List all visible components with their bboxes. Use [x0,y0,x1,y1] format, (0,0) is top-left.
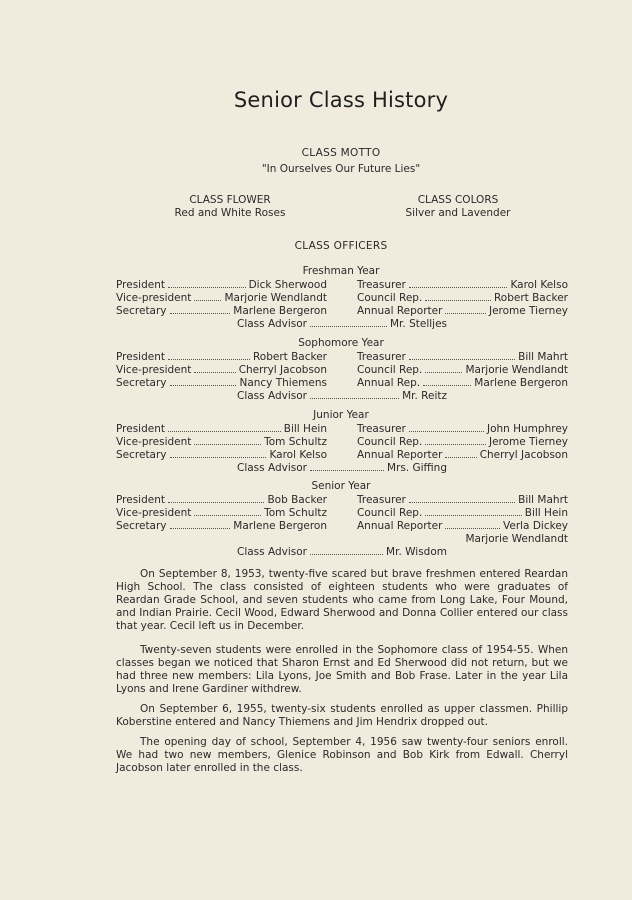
officer-role: Treasurer [357,279,406,291]
officer-name: Cherryl Jacobson [238,364,327,376]
officer-role: Class Advisor [237,318,307,330]
leader-dots [425,515,521,516]
leader-dots [310,470,384,471]
officer-name: Mr. Wisdom [386,546,447,558]
officer-name: Tom Schultz [264,436,327,448]
officer-name: Mr. Stelljes [389,318,447,330]
officer-name: Cherryl Jacobson [479,449,568,461]
officer-name: Bill Hein [283,423,327,435]
leader-dots [168,502,264,503]
officer-row [357,350,568,363]
leader-dots [409,431,484,432]
officer-name: Jerome Tierney [488,305,568,317]
officer-row [116,448,327,461]
advisor-row [237,317,447,330]
leader-dots [425,300,491,301]
officer-name: Jerome Tierney [488,436,568,448]
leader-dots [168,359,250,360]
officer-role: Class Advisor [237,546,307,558]
advisor-row [237,389,447,402]
flower-text: Red and White Roses [174,207,286,219]
officer-name: Mr. Reitz [402,390,447,402]
officer-row [116,376,327,389]
flower-heading: CLASS FLOWER [189,194,271,206]
officer-row [357,278,568,291]
officer-role: Council Rep. [357,364,423,376]
leader-dots [409,502,515,503]
officer-role: Secretary [116,305,167,317]
officer-name: Robert Backer [493,292,568,304]
officer-name: Tom Schultz [264,507,327,519]
officer-name: Karol Kelso [510,279,568,291]
history-paragraph: On September 6, 1955, twenty-six students enrolled as upper classmen. Phillip Koberstine entered and Nancy Thiemens and Jim Hendrix dropped out. [116,703,568,728]
officer-row [116,506,327,519]
officer-name: Marjorie Wendlandt [465,533,568,545]
leader-dots [445,457,476,458]
officer-row [357,376,568,389]
leader-dots [445,528,500,529]
officer-name: Marjorie Wendlandt [224,292,327,304]
officer-row [357,422,568,435]
officer-name: Bill Hein [524,507,568,519]
officer-row [116,493,327,506]
leader-dots [194,444,261,445]
officer-name: Verla Dickey [503,520,568,532]
officer-row [116,422,327,435]
officer-row [116,519,327,532]
officer-row [116,291,327,304]
page-title: Senior Class History [233,88,449,112]
officer-role: Secretary [116,377,167,389]
officers-heading: CLASS OFFICERS [294,240,388,252]
leader-dots [425,372,462,373]
officer-name: Bill Mahrt [518,494,568,506]
officer-row [357,435,568,448]
officer-role: Vice-president [116,292,192,304]
officer-role: Annual Reporter [357,520,443,532]
leader-dots [409,359,515,360]
officer-role: Annual Reporter [357,449,443,461]
officer-row [357,291,568,304]
advisor-row [237,461,447,474]
officer-role: Secretary [116,449,167,461]
history-paragraph: On September 8, 1953, twenty-five scared but brave freshmen entered Reardan High School. The class consisted of eighteen students who were graduates of Reardan Grade School, and seven students who came from Long Lake, Four Mound, and Indian Prairie. Cecil Wood, Edward Sherwood and Donna Collier entered our class that year. Cecil left us in December. [116,568,568,632]
year-title: Junior Year [313,409,369,421]
officer-role: President [116,279,165,291]
year-title: Sophomore Year [298,337,384,349]
officer-role: Vice-president [116,364,192,376]
leader-dots [409,287,508,288]
extra-reporter-row [357,532,568,545]
officer-role: President [116,351,165,363]
officer-name: Marlene Bergeron [233,305,327,317]
officer-row [116,278,327,291]
officer-row [357,493,568,506]
leader-dots [170,528,231,529]
leader-dots [168,431,281,432]
officer-role: Treasurer [357,351,406,363]
advisor-row [237,545,447,558]
officer-row [357,448,568,461]
leader-dots [445,313,486,314]
officer-role: Vice-president [116,507,192,519]
officer-row [116,435,327,448]
officer-row [357,519,568,532]
colors-heading: CLASS COLORS [417,194,499,206]
officer-row [357,363,568,376]
leader-dots [170,385,237,386]
colors-text: Silver and Lavender [405,207,511,219]
officer-name: Mrs. Giffing [386,462,447,474]
history-paragraph: Twenty-seven students were enrolled in the Sophomore class of 1954-55. When classes began we noticed that Sharon Ernst and Ed Sherwood did not return, but we had three new members: Lila Lyons, Joe Smith and Bob Frase. Later in the year Lila Lyons and Irene Gardiner withdrew. [116,644,568,695]
officer-role: Treasurer [357,494,406,506]
officer-role: Treasurer [357,423,406,435]
year-title: Freshman Year [302,265,380,277]
officer-name: Marjorie Wendlandt [465,364,568,376]
officer-name: Nancy Thiemens [239,377,327,389]
year-title: Senior Year [311,480,371,492]
officer-role: President [116,494,165,506]
leader-dots [194,300,221,301]
motto-text: "In Ourselves Our Future Lies" [261,163,421,175]
officer-name: Robert Backer [252,351,327,363]
motto-heading: CLASS MOTTO [301,147,381,159]
officer-role: Annual Reporter [357,305,443,317]
officer-role: Council Rep. [357,292,423,304]
leader-dots [310,326,387,327]
leader-dots [168,287,246,288]
officer-name: Bill Mahrt [518,351,568,363]
officer-row [357,304,568,317]
leader-dots [310,554,383,555]
officer-row [116,363,327,376]
leader-dots [425,444,486,445]
leader-dots [194,372,235,373]
leader-dots [423,385,471,386]
history-paragraph: The opening day of school, September 4, 1956 saw twenty-four seniors enroll. We had two new members, Glenice Robinson and Bob Kirk from Edwall. Cherryl Jacobson later enrolled in the class. [116,736,568,774]
leader-dots [170,313,231,314]
officer-name: Bob Backer [267,494,327,506]
officer-role: Secretary [116,520,167,532]
leader-dots [310,398,399,399]
officer-role: President [116,423,165,435]
officer-role: Council Rep. [357,436,423,448]
officer-row [116,350,327,363]
officer-name: Marlene Bergeron [233,520,327,532]
officer-role: Class Advisor [237,462,307,474]
officer-role: Council Rep. [357,507,423,519]
class-flower [170,194,290,220]
officer-name: Marlene Bergeron [474,377,568,389]
leader-dots [194,515,261,516]
officer-row [357,506,568,519]
class-colors [398,194,518,220]
officer-role: Vice-president [116,436,192,448]
officer-row [116,304,327,317]
officer-name: Karol Kelso [269,449,327,461]
officer-name: Dick Sherwood [248,279,327,291]
officer-role: Annual Rep. [357,377,421,389]
officer-role: Class Advisor [237,390,307,402]
officer-name: John Humphrey [486,423,568,435]
leader-dots [170,457,267,458]
